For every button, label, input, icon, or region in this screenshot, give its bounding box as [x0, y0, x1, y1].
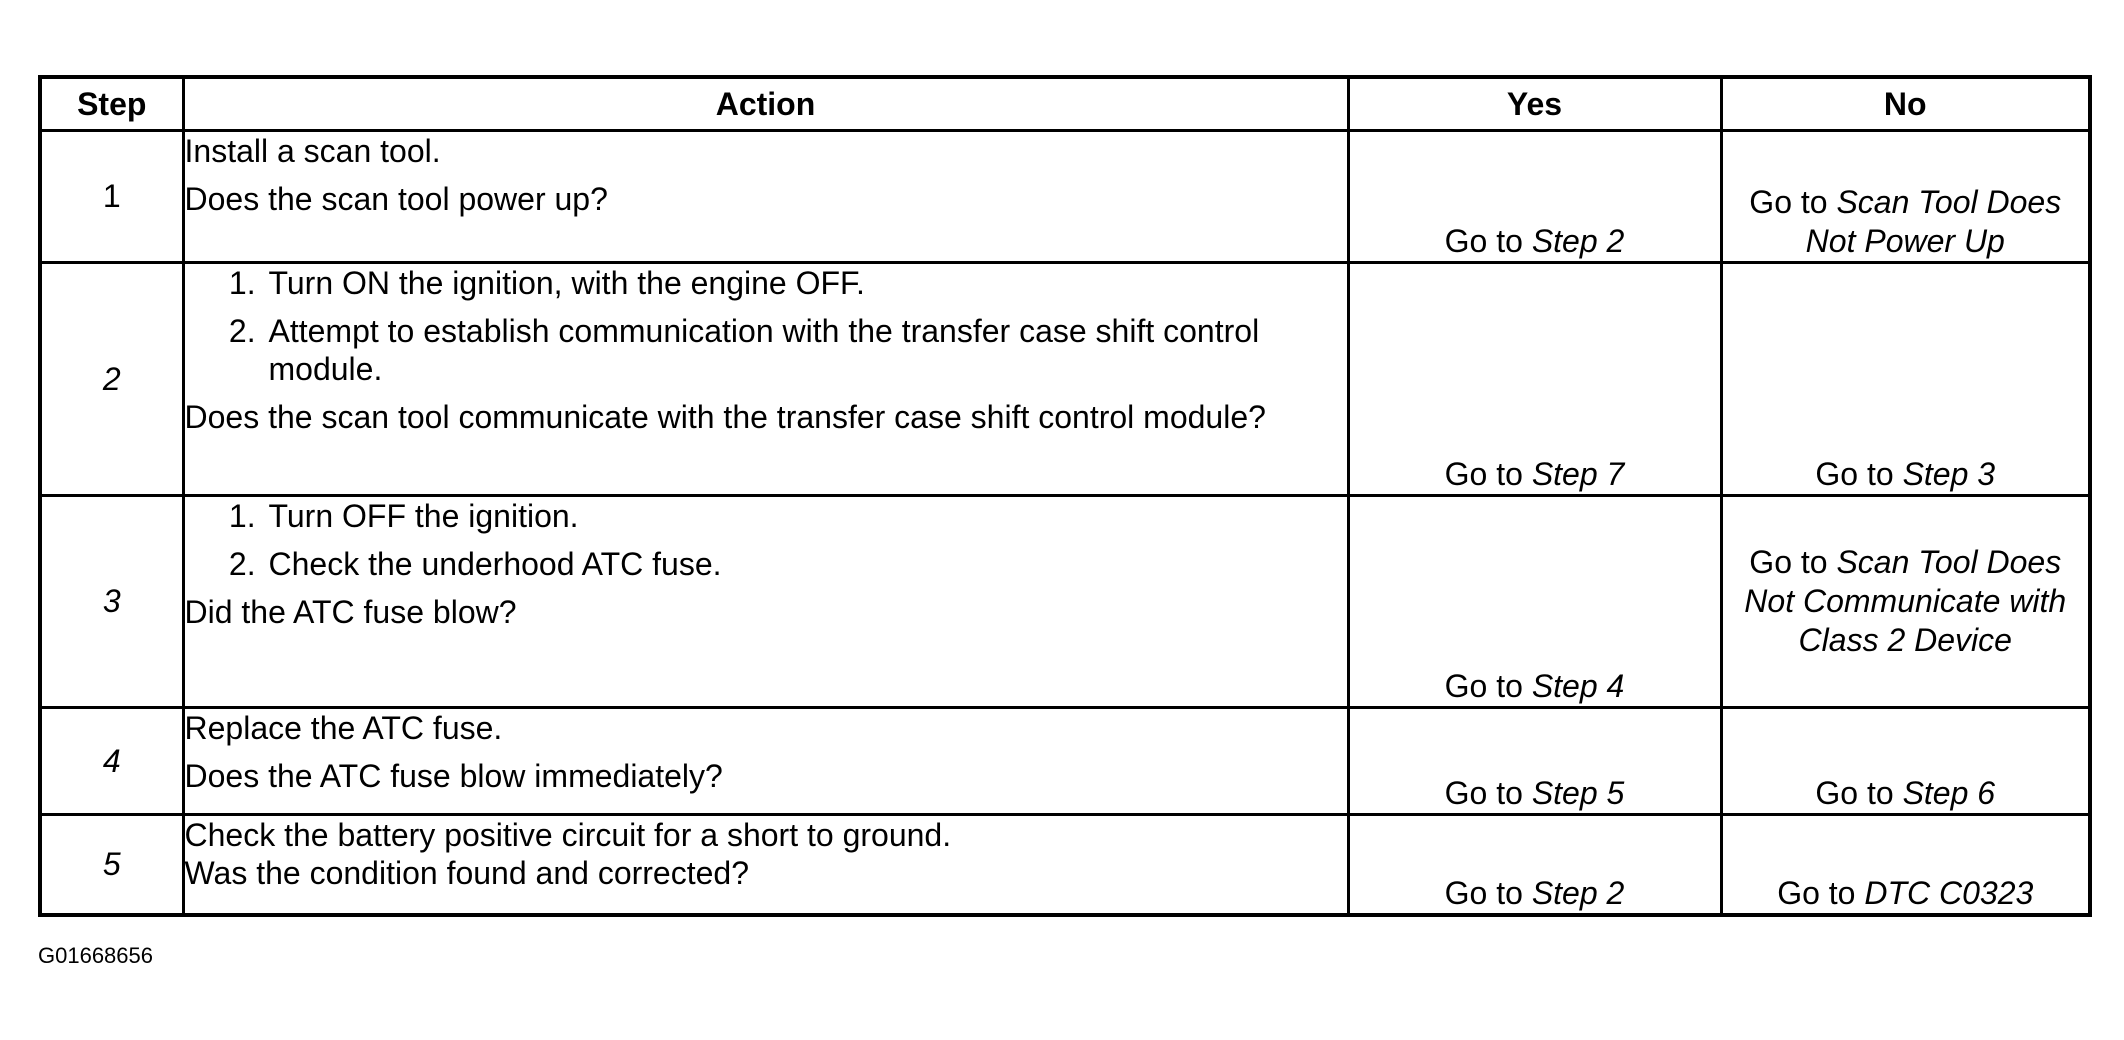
no-prefix: Go to [1815, 456, 1903, 492]
no-cell [1721, 263, 2090, 496]
no-prefix: Go to [1777, 874, 1865, 911]
action-cell [183, 131, 1348, 263]
yes-cell [1348, 263, 1721, 496]
header-action: Action [183, 77, 1348, 131]
action-question: Does the scan tool power up? [184, 181, 608, 217]
no-target: Step 6 [1902, 775, 1996, 811]
no-cell [1721, 496, 2090, 708]
yes-prefix: Go to [1444, 668, 1532, 704]
no-cell [1721, 131, 2090, 263]
no-cell [1721, 815, 2090, 915]
yes-target: Step 2 [1531, 223, 1625, 259]
no-target: DTC C0323 [1864, 874, 2034, 911]
action-question: Does the scan tool communicate with the transfer case shift control module? [184, 399, 1266, 435]
action-text: Replace the ATC fuse. [184, 710, 503, 746]
yes-target: Step 2 [1531, 874, 1625, 911]
no-target: Step 3 [1902, 456, 1996, 492]
figure-id: G01668656 [38, 943, 153, 968]
action-list-item: 1. Turn ON the ignition, with the engine OFF. [265, 264, 1347, 302]
header-no: No [1721, 77, 2090, 131]
yes-cell [1348, 815, 1721, 915]
no-prefix: Go to [1815, 775, 1903, 811]
action-cell [183, 815, 1348, 915]
no-target: Scan Tool Does Not Power Up [1805, 184, 2062, 259]
yes-prefix: Go to [1444, 775, 1532, 811]
action-question: Does the ATC fuse blow immediately? [184, 758, 723, 794]
no-cell [1721, 708, 2090, 815]
step-number: 2 [40, 263, 183, 496]
header-step: Step [40, 77, 183, 131]
step-number: 1 [40, 131, 183, 263]
yes-target: Step 4 [1531, 668, 1625, 704]
action-cell [183, 496, 1348, 708]
no-prefix: Go to [1749, 184, 1837, 220]
step-number: 4 [40, 708, 183, 815]
action-question: Was the condition found and corrected? [184, 855, 749, 891]
step-number: 5 [40, 815, 183, 915]
action-list-item: 2. Check the underhood ATC fuse. [265, 545, 1347, 583]
diagnostic-table [38, 75, 2092, 917]
yes-prefix: Go to [1444, 223, 1532, 259]
table-row [40, 815, 2090, 915]
action-question: Did the ATC fuse blow? [184, 594, 517, 630]
table-row [40, 496, 2090, 708]
action-list [185, 497, 1347, 583]
yes-cell [1348, 496, 1721, 708]
action-list-item: 1. Turn OFF the ignition. [265, 497, 1347, 535]
action-list-item: 2. Attempt to establish communication with the transfer case shift control module. [265, 312, 1347, 388]
yes-target: Step 7 [1531, 456, 1625, 492]
table-row [40, 708, 2090, 815]
action-cell [183, 708, 1348, 815]
header-yes: Yes [1348, 77, 1721, 131]
yes-cell [1348, 708, 1721, 815]
no-target: Scan Tool Does Not Communicate with Class 2 Device [1744, 544, 2067, 658]
step-number: 3 [40, 496, 183, 708]
action-text: Install a scan tool. [184, 133, 441, 169]
table-header-row [40, 77, 2090, 131]
table-row [40, 263, 2090, 496]
action-text: Check the battery positive circuit for a short to ground. [184, 817, 952, 853]
yes-target: Step 5 [1531, 775, 1625, 811]
yes-prefix: Go to [1444, 456, 1532, 492]
table-row [40, 131, 2090, 263]
action-list [185, 264, 1347, 388]
yes-cell [1348, 131, 1721, 263]
no-prefix: Go to [1749, 544, 1837, 580]
yes-prefix: Go to [1444, 874, 1532, 911]
action-cell [183, 263, 1348, 496]
